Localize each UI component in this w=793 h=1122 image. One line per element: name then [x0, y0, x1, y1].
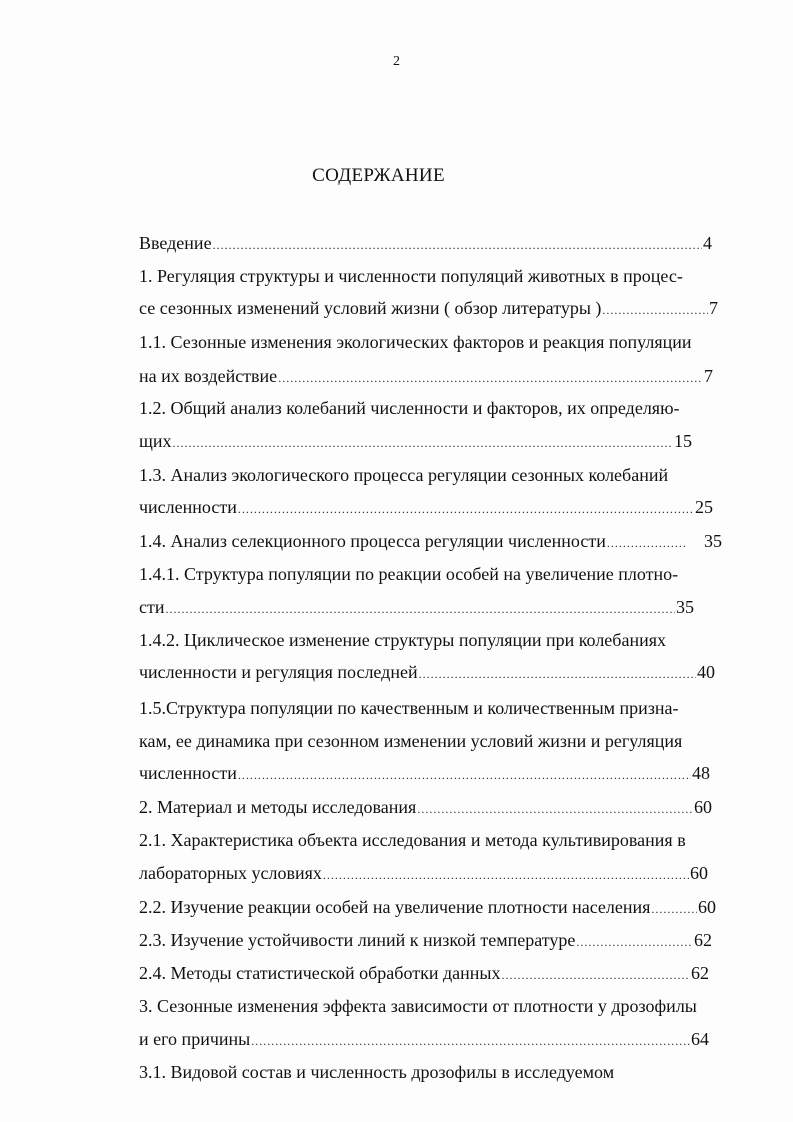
toc-entry-page: 25 — [695, 497, 713, 517]
toc-entry-text: 2. Материал и методы исследования — [139, 797, 417, 817]
dot-leader — [213, 234, 702, 256]
toc-entry-section-1-4 — [139, 530, 722, 554]
toc-entry-page: 64 — [691, 1029, 709, 1049]
dot-leader — [651, 898, 697, 920]
toc-entry-section-2-3 — [139, 929, 712, 953]
toc-entry-section-1-2 — [139, 430, 692, 454]
toc-entry-text: щих — [139, 431, 172, 451]
toc-entry-text: 3.1. Видовой состав и численность дрозофилы в исследуемом — [139, 1062, 615, 1082]
toc-entry-section-1-4-2 — [139, 661, 715, 685]
toc-entry-text: 2.4. Методы статистической обработки данных — [139, 963, 501, 983]
toc-entry-text: 2.1. Характеристика объекта исследования и метода культивирования в — [139, 830, 686, 850]
dot-leader — [576, 931, 693, 953]
toc-entry-section-1-4-1 — [139, 596, 694, 620]
toc-entry-text: 3. Сезонные изменения эффекта зависимости от плотности у дрозофилы — [139, 996, 697, 1016]
dot-leader — [251, 1030, 690, 1052]
toc-entry-text: 2.2. Изучение реакции особей на увеличение плотности населения — [139, 897, 651, 917]
toc-entry-text: 1.3. Анализ экологического процесса регуляции сезонных колебаний — [139, 465, 669, 485]
toc-entry-text: се сезонных изменений условий жизни ( обзор литературы ) — [139, 298, 602, 318]
toc-entry-section-2-2 — [139, 896, 716, 920]
toc-entry-section-1 — [139, 297, 718, 321]
toc-entry-text: 1.5.Структура популяции по качественным и количественным призна- — [139, 698, 679, 718]
toc-entry-page: 4 — [703, 233, 712, 253]
toc-entry-section-1-3 — [139, 496, 713, 520]
toc-entry-page: 7 — [709, 298, 718, 318]
dot-leader — [166, 598, 676, 620]
dot-leader — [238, 498, 694, 520]
toc-entry-page: 35 — [676, 597, 694, 617]
toc-entry-page: 15 — [674, 431, 692, 451]
toc-entry-page: 60 — [698, 897, 716, 917]
toc-entry-section-1-5 — [139, 762, 710, 786]
toc-entry-section-2 — [139, 796, 712, 820]
toc-entry-text: 1. Регуляция структуры и численности популяций животных в процес- — [139, 266, 683, 286]
toc-entry-text: лабораторных условиях — [139, 863, 322, 883]
toc-entry-text: численности и регуляция последней — [139, 662, 418, 682]
toc-entry-text: 1.2. Общий анализ колебаний численности и факторов, их определяю- — [139, 398, 680, 418]
toc-entry-text: на их воздействие — [139, 366, 278, 386]
toc-entry-text: 1.4. Анализ селекционного процесса регуляции численности — [139, 531, 606, 551]
dot-leader — [238, 764, 691, 786]
dot-leader — [501, 964, 690, 986]
toc-entry-text: 1.4.1. Структура популяции по реакции особей на увеличение плотно- — [139, 564, 679, 584]
toc-entry-section-2-1 — [139, 862, 708, 886]
toc-entry-text: численности — [139, 497, 237, 517]
toc-entry-section-3 — [139, 1028, 709, 1052]
dot-leader — [602, 299, 708, 321]
toc-entry-text: Введение — [139, 233, 212, 253]
toc-entry-page: 7 — [704, 366, 713, 386]
toc-entry-page: 62 — [694, 930, 712, 950]
toc-entry-page: 48 — [692, 763, 710, 783]
page-title: СОДЕРЖАНИЕ — [312, 165, 445, 186]
toc-entry-text: 1.4.2. Циклическое изменение структуры популяции при колебаниях — [139, 630, 666, 650]
toc-entry-page: 60 — [694, 797, 712, 817]
toc-entry-page: 62 — [691, 963, 709, 983]
dot-leader — [323, 864, 689, 886]
toc-entry-page: 35 — [704, 531, 722, 551]
dot-leader — [278, 367, 703, 389]
toc-entry-page: 40 — [697, 662, 715, 682]
dot-leader — [173, 432, 674, 454]
toc-entry-introduction — [139, 232, 712, 256]
toc-entry-text: 1.1. Сезонные изменения экологических факторов и реакция популяции — [139, 332, 692, 352]
toc-entry-text: численности — [139, 763, 237, 783]
dot-leader — [419, 663, 696, 685]
toc-entry-page: 60 — [690, 863, 708, 883]
toc-entry-text: кам, ее динамика при сезонном изменении условий жизни и регуляция — [139, 731, 683, 751]
toc-entry-section-2-4 — [139, 962, 709, 986]
dot-leader — [417, 798, 693, 820]
page-number: 2 — [393, 54, 400, 69]
toc-entry-text: сти — [139, 597, 165, 617]
toc-entry-text: и его причины — [139, 1029, 251, 1049]
toc-entry-text: 2.3. Изучение устойчивости линий к низкой температуре — [139, 930, 576, 950]
dot-leader — [607, 532, 686, 554]
toc-entry-section-1-1 — [139, 365, 713, 389]
